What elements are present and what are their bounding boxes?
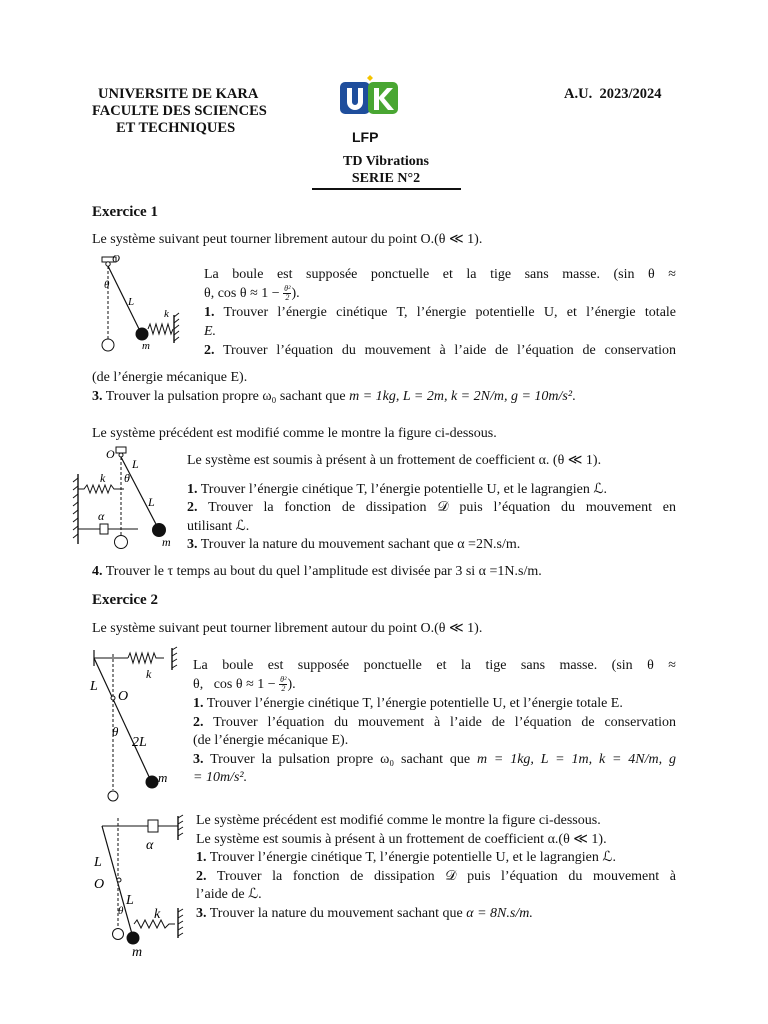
question-2b-2-cont: l’aide de ℒ. [196,887,262,902]
logo-star-icon [367,75,373,81]
figure-4-damped-pendulum [92,814,188,960]
label-theta: θ [118,905,124,917]
q-num: 4. [92,564,103,579]
hypothesis-line-1: La boule est supposée ponctuelle et la tige sans masse. (sin θ ≈ [193,658,676,673]
hypothesis-line-2 [193,676,676,695]
rod [121,457,158,528]
label-k: k [146,667,152,681]
label-theta: θ [112,724,119,739]
question-1-1-cont: E. [204,323,217,339]
university-name [92,86,267,137]
title-underline [312,188,461,190]
university-line-2: FACULTE DES SCIENCES [92,103,267,119]
question-1-1 [204,304,676,323]
friction-intro: Le système est soumis à présent à un frottement de coefficient α.(θ ≪ 1). [196,831,607,847]
wall-hatch [172,647,177,668]
label-2l: 2L [132,735,147,750]
figure-1-pendulum [94,253,184,353]
q-values: m = 1kg, L = 2m, k = 2N/m, g = 10m/s² [349,389,573,404]
academic-year: A.U. 2023/2024 [564,86,662,102]
exercise-1-part-b [187,452,676,555]
q-text: Trouver l’équation du mouvement à l’aide de l’équation de conservation [213,714,676,730]
pivot-point [111,696,115,700]
exercise-2-title: Exercice 2 [92,592,158,608]
q-num: 3. [92,389,103,404]
frac-num: θ² [284,283,291,293]
pivot-point [117,878,121,882]
label-k: k [164,308,169,320]
q-num: 3. [187,537,198,552]
wall-hatch [73,478,78,538]
spring [128,653,164,663]
hypothesis-close: ). [291,285,300,301]
friction-intro: Le système est soumis à présent à un frottement de coefficient α. (θ ≪ 1). [187,453,602,468]
q-text: Trouver la fonction de dissipation 𝒟 puis l’équation du mouvement en [208,500,676,515]
question-1-3 [92,388,576,407]
mass-ball [146,776,159,789]
label-m: m [162,535,171,549]
question-2-3 [193,751,676,770]
hypothesis-text: θ, cos θ ≈ 1 − [204,285,280,301]
label-l: L [90,679,98,694]
label-theta: θ [104,279,110,291]
hypothesis-line-2 [204,285,676,304]
question-2-2-cont: (de l’énergie mécanique E). [193,733,349,748]
q-num: 3. [196,905,207,921]
label-m: m [132,945,143,960]
hypothesis-close: ). [287,676,296,692]
wall-hatch [178,815,183,836]
q-num: 2. [196,868,207,884]
question-2-1 [193,695,676,714]
q-num: 1. [193,696,204,711]
exercise-1-part-a [204,266,676,361]
label-m: m [158,770,168,785]
question-2b-2 [196,868,676,887]
q-num: 1. [196,850,207,865]
modified-intro: Le système précédent est modifié comme le montre la figure ci-dessous. [196,813,601,828]
question-2b-3 [196,905,676,924]
question-1b-1 [187,481,676,500]
q-num: 2. [193,714,204,730]
q-num: 1. [187,481,198,497]
university-line-1: UNIVERSITE DE KARA [98,86,259,102]
spring [148,324,173,334]
label-theta: θ [124,471,130,485]
damper [148,820,158,832]
exercise-1-modified-intro: Le système précédent est modifié comme le montre la figure ci-dessous. [92,426,497,441]
university-line-3: ET TECHNIQUES [116,120,236,136]
q-values: m = 1kg, L = 1m, k = 4N/m, g [476,751,676,767]
uk-logo [338,74,402,118]
label-m: m [142,340,150,352]
series-number: SERIE N°2 [351,171,421,186]
rod [108,266,141,333]
q-num: 1. [204,305,215,320]
q-text: Trouver la fonction de dissipation 𝒟 puis l’équation du mouvement à [216,868,677,884]
question-1b-3 [187,536,676,555]
pivot-point [119,453,123,457]
q-end: . [572,389,576,404]
wall-bottom-hatch [178,909,183,936]
q-num: 3. [193,751,204,767]
hypothesis-line-1: La boule est supposée ponctuelle et la tige sans masse. (sin θ ≈ [204,267,676,282]
q-text: Trouver le τ temps au bout du quel l’amplitude est divisée par 3 si α =1N.s/m. [105,564,542,579]
label-l1: L [132,457,139,471]
question-1b-4 [92,563,542,582]
label-l2: L [148,495,155,509]
q-num: 2. [204,343,215,358]
label-k: k [154,907,161,922]
question-1-2-cont: (de l’énergie mécanique E). [92,370,248,385]
question-2b-1 [196,849,676,868]
pivot-support [116,447,126,453]
label-k: k [100,471,106,485]
equilibrium-position [113,929,124,940]
equilibrium-position [115,536,128,549]
exercise-1-title: Exercice 1 [92,204,158,220]
question-2-3-cont: = 10m/s². [193,770,248,785]
spring [78,485,124,493]
exercise-2-part-a [193,657,676,788]
damper [100,524,108,534]
wall-hatch [174,313,179,341]
figure-2-damped-pendulum [70,444,182,552]
exercise-1-intro: Le système suivant peut tourner librement autour du point O.(θ ≪ 1). [92,232,483,247]
label-o: O [106,447,115,461]
q-text: Trouver l’énergie cinétique T, l’énergie potentielle U, et l’énergie totale E. [206,696,623,711]
q-text: Trouver l’énergie cinétique T, l’énergie potentielle U, et le lagrangien ℒ. [209,850,616,865]
course-name: TD Vibrations [343,154,429,169]
label-o: O [118,689,129,704]
mass-ball [136,328,149,341]
q-text: Trouver la nature du mouvement sachant que α =2N.s/m. [200,537,521,552]
pivot-point [106,262,110,266]
q-text: Trouver la nature du mouvement sachant que [209,905,467,921]
label-o: O [112,253,120,265]
q-text: Trouver l’énergie cinétique T, l’énergie potentielle U, et l’énergie totale [223,305,677,320]
q-text: Trouver l’énergie cinétique T, l’énergie potentielle U, et le lagrangien ℒ. [200,481,607,497]
frac-den: 2 [285,292,290,302]
equilibrium-position [108,791,118,801]
label-l: L [94,855,102,870]
label-l2: L [126,893,134,908]
question-1b-2 [187,499,676,518]
rod [94,658,151,781]
label-l: L [128,296,135,308]
label-alpha: α [98,509,105,523]
figure-3-pendulum [88,646,184,802]
q-num: 2. [187,500,198,515]
q-text: Trouver la pulsation propre ω₀ sachant que [105,389,350,404]
exercise-2-intro: Le système suivant peut tourner librement autour du point O.(θ ≪ 1). [92,621,483,636]
question-1-2 [204,342,676,361]
question-2-2 [193,714,676,733]
mass-ball [127,932,140,945]
q-text: Trouver la pulsation propre ω₀ sachant que [210,751,477,767]
hypothesis-text: θ, cos θ ≈ 1 − [193,676,276,692]
label-alpha: α [146,838,154,853]
q-text: Trouver l’équation du mouvement à l’aide de l’équation de conservation [223,343,676,358]
label-o: O [94,877,105,892]
equilibrium-position [102,339,114,351]
frac-den: 2 [281,683,286,693]
frac-num: θ² [280,674,287,684]
question-1b-2-cont: utilisant ℒ. [187,518,250,534]
program-label: LFP [352,129,379,145]
course-title [312,153,460,187]
q-value: α = 8N.s/m. [466,905,533,921]
exercise-2-part-b [196,812,676,923]
